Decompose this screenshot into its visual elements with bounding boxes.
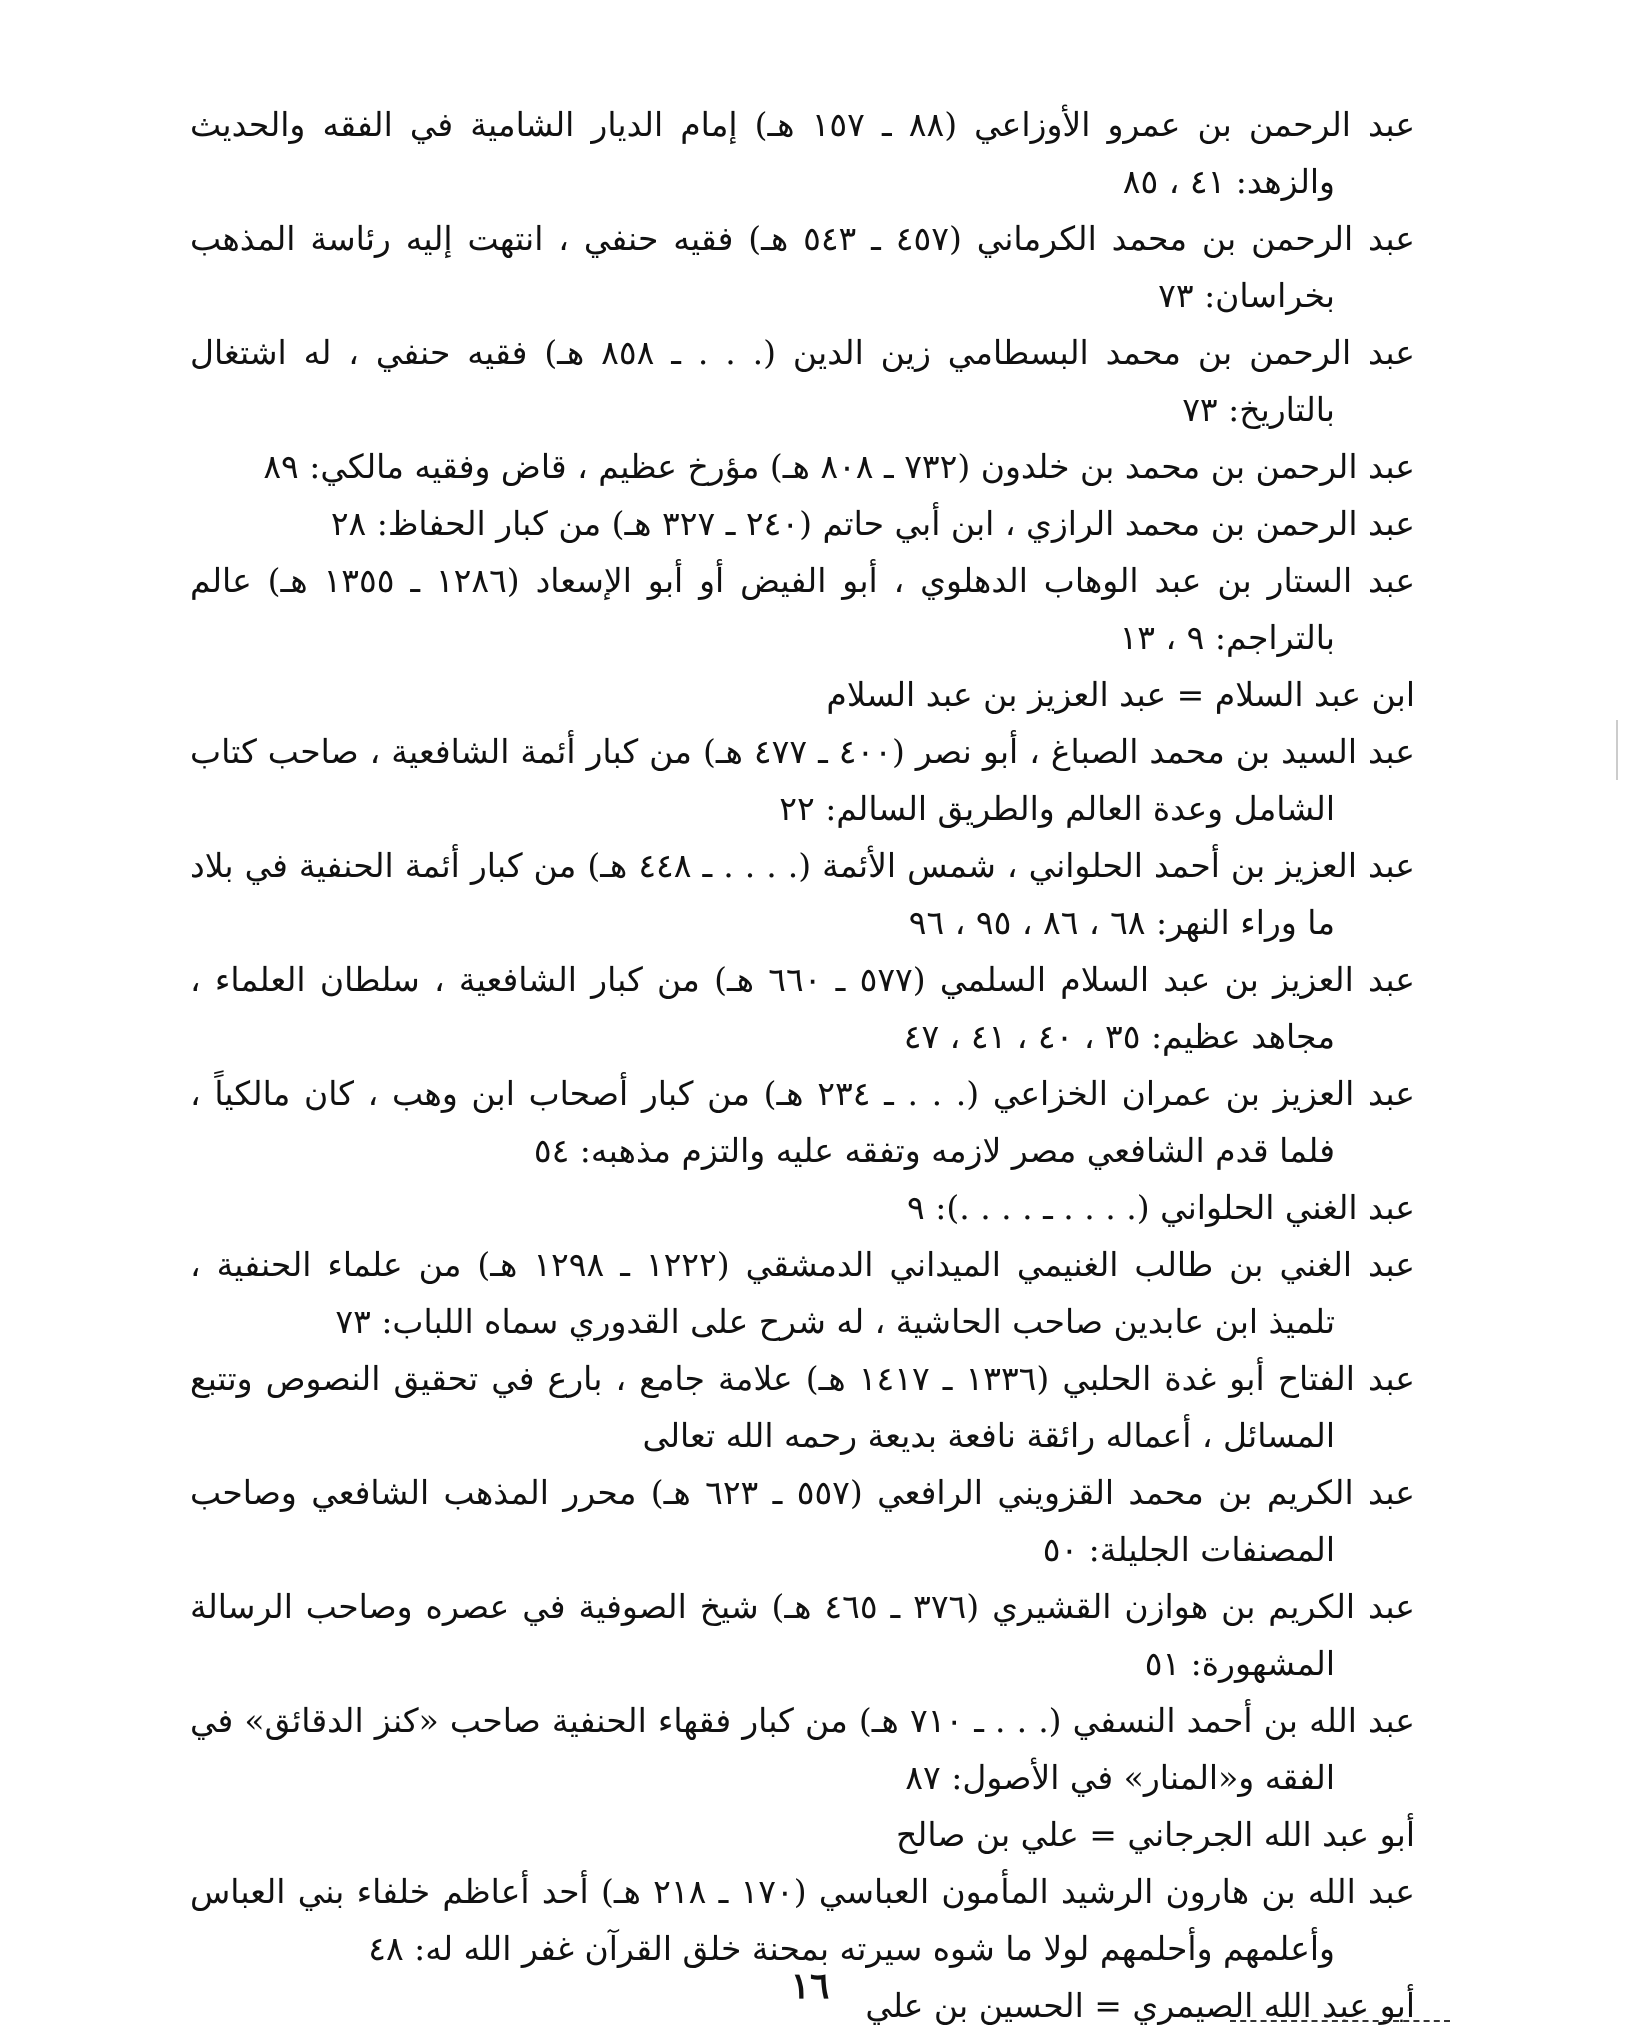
- scan-edge-mark: [1616, 720, 1618, 780]
- index-entry: عبد الغني بن طالب الغنيمي الميداني الدمشقي (١٢٢٢ ـ ١٢٩٨ هـ) من علماء الحنفية ، تلميذ ابن عابدين صاحب الحاشية ، له شرح على القدوري سماه اللباب: ٧٣: [190, 1245, 1415, 1341]
- index-entry: عبد العزيز بن عبد السلام السلمي (٥٧٧ ـ ٦٦٠ هـ) من كبار الشافعية ، سلطان العلماء ، مجاهد عظيم: ٣٥ ، ٤٠ ، ٤١ ، ٤٧: [190, 960, 1415, 1056]
- index-entry: عبد الرحمن بن محمد البسطامي زين الدين (. . . ـ ٨٥٨ هـ) فقيه حنفي ، له اشتغال بالتاريخ: ٧٣: [190, 333, 1415, 429]
- index-entry: ابن عبد السلام = عبد العزيز بن عبد السلام: [826, 675, 1415, 714]
- index-entry: عبد العزيز بن عمران الخزاعي (. . . ـ ٢٣٤ هـ) من كبار أصحاب ابن وهب ، كان مالكياً ، فلما قدم الشافعي مصر لازمه وتفقه عليه والتزم مذهبه: ٥٤: [190, 1074, 1415, 1170]
- index-entry: عبد الفتاح أبو غدة الحلبي (١٣٣٦ ـ ١٤١٧ هـ) علامة جامع ، بارع في تحقيق النصوص وتتبع المسائل ، أعماله رائقة نافعة بديعة رحمه الله تعالى: [190, 1359, 1415, 1455]
- index-entry: عبد الكريم بن محمد القزويني الرافعي (٥٥٧ ـ ٦٢٣ هـ) محرر المذهب الشافعي وصاحب المصنفات الجليلة: ٥٠: [190, 1473, 1415, 1569]
- index-entry: عبد الرحمن بن عمرو الأوزاعي (٨٨ ـ ١٥٧ هـ) إمام الديار الشامية في الفقه والحديث والزهد: ٤١ ، ٨٥: [190, 105, 1416, 201]
- index-entry: عبد العزيز بن أحمد الحلواني ، شمس الأئمة (. . . . ـ ٤٤٨ هـ) من كبار أئمة الحنفية في بلاد ما وراء النهر: ٦٨ ، ٨٦ ، ٩٥ ، ٩٦: [190, 846, 1415, 942]
- index-page-body: [190, 96, 1415, 2034]
- index-entry: عبد الرحمن بن محمد الكرماني (٤٥٧ ـ ٥٤٣ هـ) فقيه حنفي ، انتهت إليه رئاسة المذهب بخراسان: ٧٣: [190, 219, 1415, 315]
- index-entry: عبد الله بن هارون الرشيد المأمون العباسي (١٧٠ ـ ٢١٨ هـ) أحد أعاظم خلفاء بني العباس وأعلمهم وأحلمهم لولا ما شوه سيرته بمحنة خلق القرآن غفر الله له: ٤٨: [190, 1872, 1415, 1968]
- index-entry: أبو عبد الله الجرجاني = علي بن صالح: [895, 1815, 1415, 1854]
- footer-divider: [1230, 2020, 1450, 2022]
- index-entry: عبد الله بن أحمد النسفي (. . . ـ ٧١٠ هـ) من كبار فقهاء الحنفية صاحب «كنز الدقائق» في الفقه و«المنار» في الأصول: ٨٧: [190, 1701, 1415, 1797]
- page-number: ١٦: [790, 1965, 830, 2007]
- index-entry: عبد الكريم بن هوازن القشيري (٣٧٦ ـ ٤٦٥ هـ) شيخ الصوفية في عصره وصاحب الرسالة المشهورة: ٥١: [190, 1587, 1415, 1683]
- index-entry: عبد الرحمن بن محمد بن خلدون (٧٣٢ ـ ٨٠٨ هـ) مؤرخ عظيم ، قاض وفقيه مالكي: ٨٩: [263, 447, 1415, 486]
- index-entry: أبو عبد الله الصيمري = الحسين بن علي: [865, 1986, 1415, 2025]
- index-entry: عبد الغني الحلواني (. . . . ـ . . . .): ٩: [907, 1188, 1415, 1227]
- index-entry: عبد السيد بن محمد الصباغ ، أبو نصر (٤٠٠ ـ ٤٧٧ هـ) من كبار أئمة الشافعية ، صاحب كتاب الشامل وعدة العالم والطريق السالم: ٢٢: [190, 732, 1415, 828]
- index-entry: عبد الستار بن عبد الوهاب الدهلوي ، أبو الفيض أو أبو الإسعاد (١٢٨٦ ـ ١٣٥٥ هـ) عالم بالتراجم: ٩ ، ١٣: [190, 561, 1416, 657]
- index-entry: عبد الرحمن بن محمد الرازي ، ابن أبي حاتم (٢٤٠ ـ ٣٢٧ هـ) من كبار الحفاظ: ٢٨: [330, 504, 1415, 543]
